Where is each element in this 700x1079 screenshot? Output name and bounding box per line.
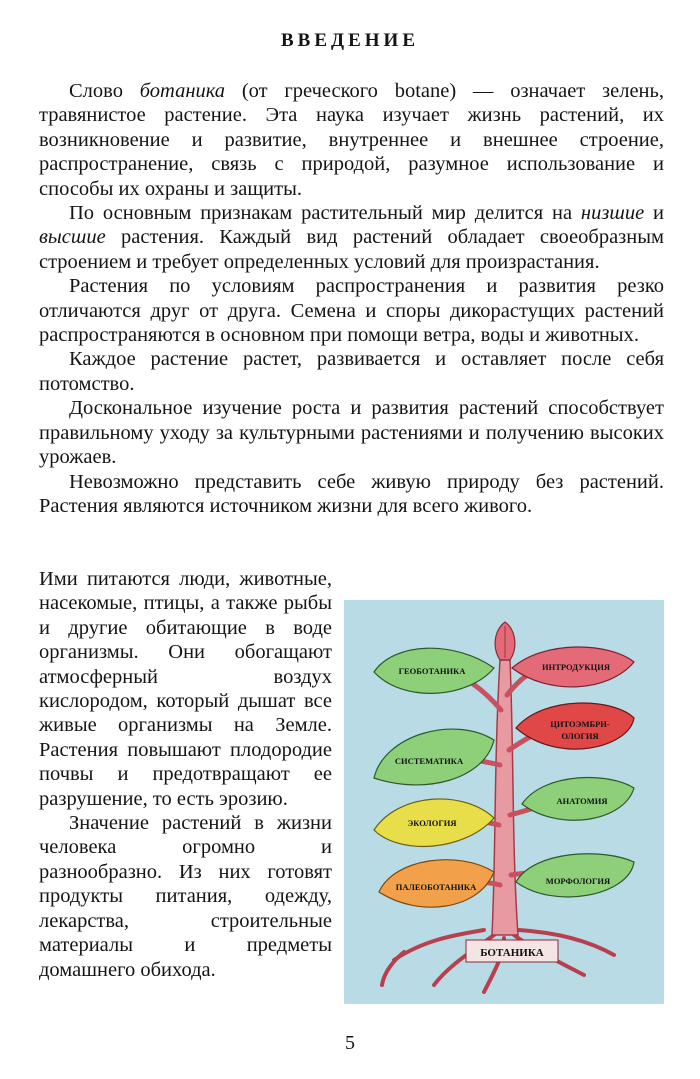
page-number: 5 [345,1032,355,1054]
main-text [39,79,664,518]
paragraph: Значение растений в жизни человека огромно и разнообразно. Из них готовят продукты питания, одежду, лекарства, строительные материалы и предметы домашнего обихода. [39,812,332,981]
paragraph: Невозможно представить себе живую природу без растений. Растения являются источником жизни для всего живого. [39,470,664,517]
text-run: (от греческого botane) — означает зелень, травянистое растение. Эта наука изучает жизнь растений, их возникновение и развитие, внутреннее и внешнее строение, распространение, связь с природой, разумное использование и способы их охраны и защиты. [39,80,664,200]
chapter-heading: ВВЕДЕНИЕ [281,30,419,51]
leaf-label-anatomy: АНАТОМИЯ [556,796,608,806]
leaf-label-morphology: МОРФОЛОГИЯ [545,876,611,886]
leaf-label-paleobotany: ПАЛЕОБОТАНИКА [395,882,477,892]
side-text-column [39,567,332,982]
text-run: По основным признакам растительный мир делится на [69,202,581,225]
leaf-label-cytoembryology-2: ОЛОГИЯ [561,731,599,741]
paragraph: Растения по условиям распространения и развития резко отличаются друг от друга. Семена и споры дикорастущих растений распространяются в основном при помощи ветра, воды и животных. [39,275,664,347]
text-run: и [644,202,664,225]
leaf-label-ecology: ЭКОЛОГИЯ [407,818,457,828]
emphasis-term: низшие [580,202,645,225]
text-run: Слово [69,80,140,102]
paragraph: Доскональное изучение роста и развития растений способствует правильному уходу за культурными растениями и получению высоких урожаев. [39,397,664,469]
trunk-label: БОТАНИКА [480,947,544,959]
emphasis-term: высшие [39,226,106,249]
paragraph-continued: Ими питаются люди, животные, насекомые, птицы, а также рыбы и другие обитающие в воде организмы. Они обогащают атмосферный воздух кислородом, который дышат все живые организмы на Земле. Растения повышают плодородие почвы и предотвращают ее разрушение, то есть эрозию. [39,568,332,810]
paragraph [39,201,664,274]
emphasis-term: ботаника [139,80,226,102]
paragraph: Каждое растение растет, развивается и оставляет после себя потомство. [39,348,664,395]
leaf-label-systematics: СИСТЕМАТИКА [394,756,464,766]
leaf-label-cytoembryology-1: ЦИТОЭМБРИ- [550,719,610,729]
leaf-label-introduction: ИНТРОДУКЦИЯ [542,662,610,672]
tree-illustration [344,600,664,1004]
botany-tree-figure [344,600,664,1004]
leaf-label-geobotany: ГЕОБОТАНИКА [398,666,466,676]
text-run: растения. Каждый вид растений обладает своеобразным строением и требует определенных условий для произрастания. [39,226,664,273]
paragraph [39,79,664,201]
